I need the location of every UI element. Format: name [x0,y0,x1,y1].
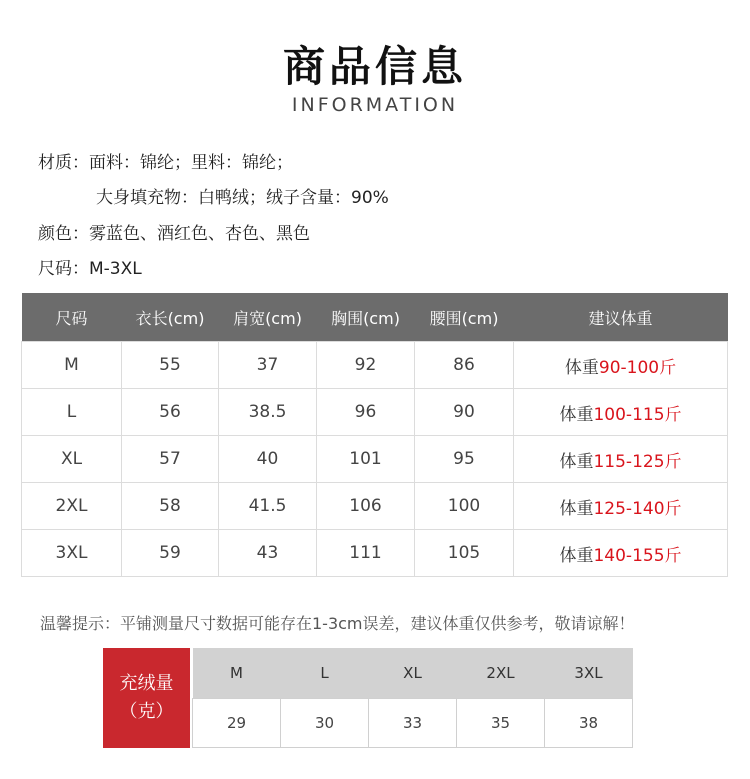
cell-size: L [22,389,122,436]
cell-waist: 105 [415,530,514,577]
fill-value: 35 [457,699,545,748]
weight-label: 体重 [564,357,599,378]
fill-value: 29 [193,699,281,748]
color-line: 颜色：雾蓝色、酒红色、杏色、黑色 [38,224,310,244]
fill-value-row [193,699,633,748]
cell-length: 56 [122,389,219,436]
fill-header-size: 2XL [457,648,545,699]
fill-header-size: M [193,648,281,699]
cell-size: M [22,342,122,389]
size-line: 尺码：M-3XL [38,259,142,279]
fill-value: 38 [545,699,633,748]
cell-waist: 100 [415,483,514,530]
weight-label: 体重 [559,404,594,425]
cell-weight [514,530,728,577]
fill-weight-label-unit: （克） [119,701,174,722]
table-row [22,530,728,577]
weight-value: 140-155斤 [593,545,682,566]
fill-header-row [193,648,633,699]
cell-waist: 86 [415,342,514,389]
cell-size: XL [22,436,122,483]
header-chest: 胸围(cm) [317,293,415,342]
table-row [22,342,728,389]
page-title: 商品信息 [282,42,467,91]
cell-waist: 95 [415,436,514,483]
cell-weight [514,342,728,389]
table-row [22,389,728,436]
fill-header-size: 3XL [545,648,633,699]
fill-weight-section [103,648,633,748]
cell-chest: 101 [317,436,415,483]
cell-chest: 92 [317,342,415,389]
size-chart-table [21,293,728,577]
cell-shoulder: 43 [219,530,317,577]
fill-weight-label [103,648,190,748]
cell-size: 3XL [22,530,122,577]
fill-weight-label-title: 充绒量 [119,673,174,694]
weight-value: 90-100斤 [598,357,677,378]
cell-shoulder: 37 [219,342,317,389]
cell-chest: 111 [317,530,415,577]
fill-value: 30 [281,699,369,748]
header-waist: 腰围(cm) [415,293,514,342]
header-size: 尺码 [22,293,122,342]
fill-header-size: XL [369,648,457,699]
cell-shoulder: 38.5 [219,389,317,436]
table-row [22,436,728,483]
fill-weight-table [192,648,633,748]
header-shoulder: 肩宽(cm) [219,293,317,342]
weight-label: 体重 [559,545,594,566]
fill-header-size: L [281,648,369,699]
weight-label: 体重 [559,451,594,472]
cell-waist: 90 [415,389,514,436]
weight-value: 125-140斤 [593,498,682,519]
cell-length: 58 [122,483,219,530]
measurement-tip: 温馨提示：平铺测量尺寸数据可能存在1-3cm误差，建议体重仅供参考，敬请谅解！ [40,614,635,633]
material-line: 材质：面料：锦纶；里料：锦纶； [38,153,293,173]
table-row [22,483,728,530]
cell-weight [514,483,728,530]
cell-chest: 106 [317,483,415,530]
cell-shoulder: 41.5 [219,483,317,530]
filling-line: 大身填充物：白鸭绒；绒子含量：90% [96,188,389,208]
weight-label: 体重 [559,498,594,519]
cell-length: 57 [122,436,219,483]
weight-value: 100-115斤 [593,404,682,425]
cell-weight [514,436,728,483]
cell-shoulder: 40 [219,436,317,483]
cell-chest: 96 [317,389,415,436]
weight-value: 115-125斤 [593,451,682,472]
fill-value: 33 [369,699,457,748]
size-chart-header-row [22,293,728,342]
header-weight: 建议体重 [514,293,728,342]
cell-length: 59 [122,530,219,577]
header-length: 衣长(cm) [122,293,219,342]
cell-size: 2XL [22,483,122,530]
page-subtitle: INFORMATION [291,94,459,116]
cell-weight [514,389,728,436]
cell-length: 55 [122,342,219,389]
